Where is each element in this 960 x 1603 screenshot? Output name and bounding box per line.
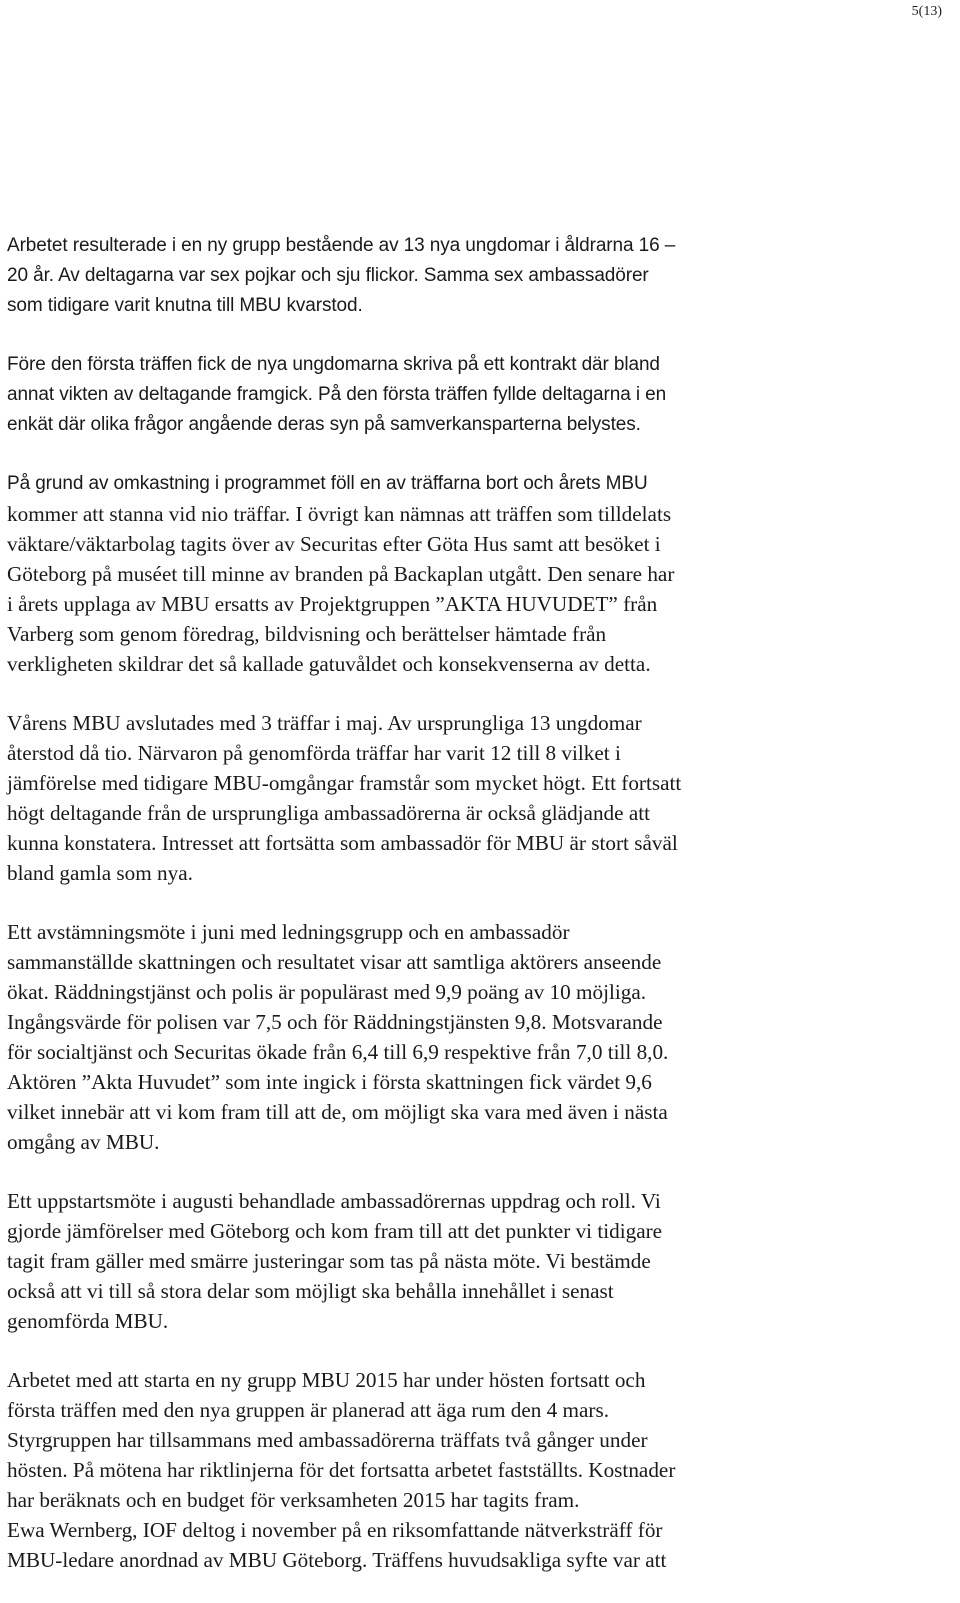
paragraph	[7, 469, 907, 679]
text-line: omgång av MBU.	[7, 1130, 160, 1154]
text-line: återstod då tio. Närvaron på genomförda träffar har varit 12 till 8 vilket i	[7, 741, 621, 765]
text-line: tagit fram gäller med smärre justeringar som tas på nästa möte. Vi bestämde	[7, 1249, 651, 1273]
text-line: Styrgruppen har tillsammans med ambassadörerna träffats två gånger under	[7, 1428, 648, 1452]
page-number: 5(13)	[911, 4, 942, 19]
paragraph	[7, 1365, 907, 1575]
text-line: På grund av omkastning i programmet föll en av träffarna bort och årets MBU	[7, 473, 648, 494]
text-line: bland gamla som nya.	[7, 861, 193, 885]
text-line: Ewa Wernberg, IOF deltog i november på en riksomfattande nätverksträff för	[7, 1518, 663, 1542]
text-line: för socialtjänst och Securitas ökade från 6,4 till 6,9 respektive från 7,0 till 8,0.	[7, 1040, 669, 1064]
text-line: Ett avstämningsmöte i juni med ledningsgrupp och en ambassadör	[7, 920, 570, 944]
text-line: verkligheten skildrar det så kallade gatuvåldet och konsekvenserna av detta.	[7, 652, 651, 676]
text-line: också att vi till så stora delar som möjligt ska behålla innehållet i senast	[7, 1279, 614, 1303]
paragraph	[7, 350, 907, 440]
text-line: Ingångsvärde för polisen var 7,5 och för Räddningstjänsten 9,8. Motsvarande	[7, 1010, 663, 1034]
paragraph	[7, 917, 907, 1157]
text-line: enkät där olika frågor angående deras syn på samverkansparterna belystes.	[7, 414, 641, 435]
text-line: första träffen med den nya gruppen är planerad att äga rum den 4 mars.	[7, 1398, 610, 1422]
text-line: högt deltagande från de ursprungliga ambassadörerna är också glädjande att	[7, 801, 651, 825]
text-line: Före den första träffen fick de nya ungdomarna skriva på ett kontrakt där bland	[7, 354, 660, 375]
text-line: Ett uppstartsmöte i augusti behandlade ambassadörernas uppdrag och roll. Vi	[7, 1189, 661, 1213]
text-line: annat vikten av deltagande framgick. På den första träffen fyllde deltagarna i en	[7, 384, 667, 405]
text-line: Aktören ”Akta Huvudet” som inte ingick i första skattningen fick värdet 9,6	[7, 1070, 652, 1094]
text-line: Göteborg på muséet till minne av branden på Backaplan utgått. Den senare har	[7, 562, 675, 586]
text-line: gjorde jämförelser med Göteborg och kom fram till att det punkter vi tidigare	[7, 1219, 663, 1243]
text-line: kunna konstatera. Intresset att fortsätta som ambassadör för MBU är stort såväl	[7, 831, 678, 855]
text-line: Arbetet med att starta en ny grupp MBU 2015 har under hösten fortsatt och	[7, 1368, 646, 1392]
text-line: kommer att stanna vid nio träffar. I övrigt kan nämnas att träffen som tilldelats	[7, 502, 672, 526]
paragraph	[7, 708, 907, 888]
text-line: ökat. Räddningstjänst och polis är populärast med 9,9 poäng av 10 möjliga.	[7, 980, 647, 1004]
text-line: 20 år. Av deltagarna var sex pojkar och sju flickor. Samma sex ambassadörer	[7, 265, 649, 286]
paragraph	[7, 231, 907, 321]
paragraph	[7, 1186, 907, 1336]
text-line: genomförda MBU.	[7, 1309, 169, 1333]
text-line: MBU-ledare anordnad av MBU Göteborg. Träffens huvudsakliga syfte var att	[7, 1548, 667, 1572]
text-line: som tidigare varit knutna till MBU kvarstod.	[7, 295, 363, 316]
text-line: Vårens MBU avslutades med 3 träffar i maj. Av ursprungliga 13 ungdomar	[7, 711, 642, 735]
text-line: Varberg som genom föredrag, bildvisning och berättelser hämtade från	[7, 622, 607, 646]
text-line: har beräknats och en budget för verksamheten 2015 har tagits fram.	[7, 1488, 580, 1512]
text-line: jämförelse med tidigare MBU-omgångar framstår som mycket högt. Ett fortsatt	[7, 771, 682, 795]
text-line: Arbetet resulterade i en ny grupp bestående av 13 nya ungdomar i åldrarna 16 –	[7, 235, 676, 256]
text-line: hösten. På mötena har riktlinjerna för det fortsatta arbetet fastställts. Kostnader	[7, 1458, 676, 1482]
text-line: väktare/väktarbolag tagits över av Securitas efter Göta Hus samt att besöket i	[7, 532, 661, 556]
text-line: vilket innebär att vi kom fram till att de, om möjligt ska vara med även i nästa	[7, 1100, 668, 1124]
document-body	[7, 231, 907, 1575]
text-line: sammanställde skattningen och resultatet visar att samtliga aktörers anseende	[7, 950, 662, 974]
text-line: i årets upplaga av MBU ersatts av Projektgruppen ”AKTA HUVUDET” från	[7, 592, 658, 616]
